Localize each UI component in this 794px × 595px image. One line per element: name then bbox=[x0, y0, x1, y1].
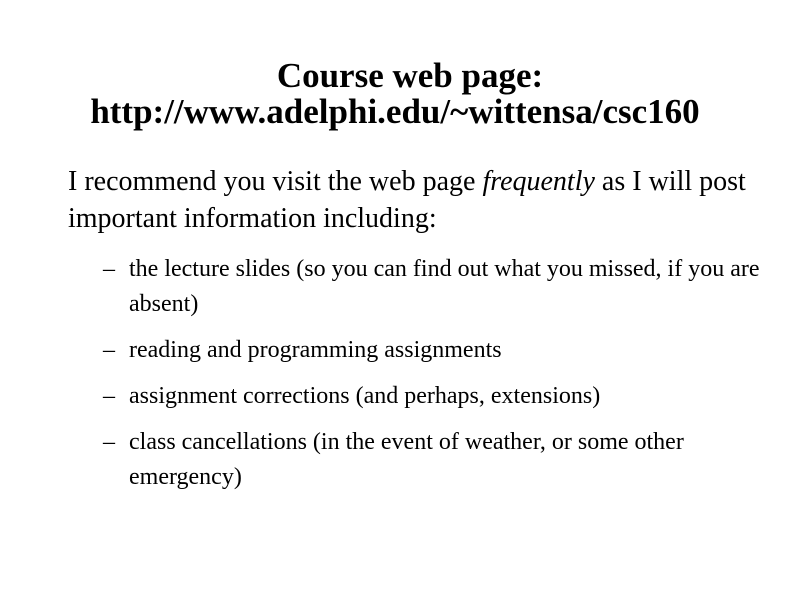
title-line-url: http://www.adelphi.edu/~wittensa/csc160 bbox=[90, 92, 700, 131]
list-item-text: assignment corrections (and perhaps, extensions) bbox=[129, 383, 601, 409]
info-list bbox=[103, 252, 763, 506]
dash-bullet-icon: – bbox=[103, 429, 115, 455]
list-item bbox=[103, 252, 763, 322]
intro-text-after: as I will post important information including: bbox=[68, 166, 746, 234]
list-item bbox=[103, 425, 763, 495]
list-item bbox=[103, 379, 763, 414]
list-item-text: class cancellations (in the event of weather, or some other emergency) bbox=[129, 429, 684, 490]
intro-paragraph bbox=[68, 163, 768, 237]
intro-emphasis: frequently bbox=[482, 166, 595, 197]
list-item-text: reading and programming assignments bbox=[129, 337, 502, 363]
intro-text-before: I recommend you visit the web page bbox=[68, 166, 483, 197]
dash-bullet-icon: – bbox=[103, 256, 115, 282]
list-item bbox=[103, 333, 763, 368]
slide-title bbox=[0, 58, 794, 130]
title-line-course-web-page: Course web page: bbox=[276, 56, 544, 95]
dash-bullet-icon: – bbox=[103, 337, 115, 363]
list-item-text: the lecture slides (so you can find out what you missed, if you are absent) bbox=[129, 256, 760, 317]
dash-bullet-icon: – bbox=[103, 383, 115, 409]
